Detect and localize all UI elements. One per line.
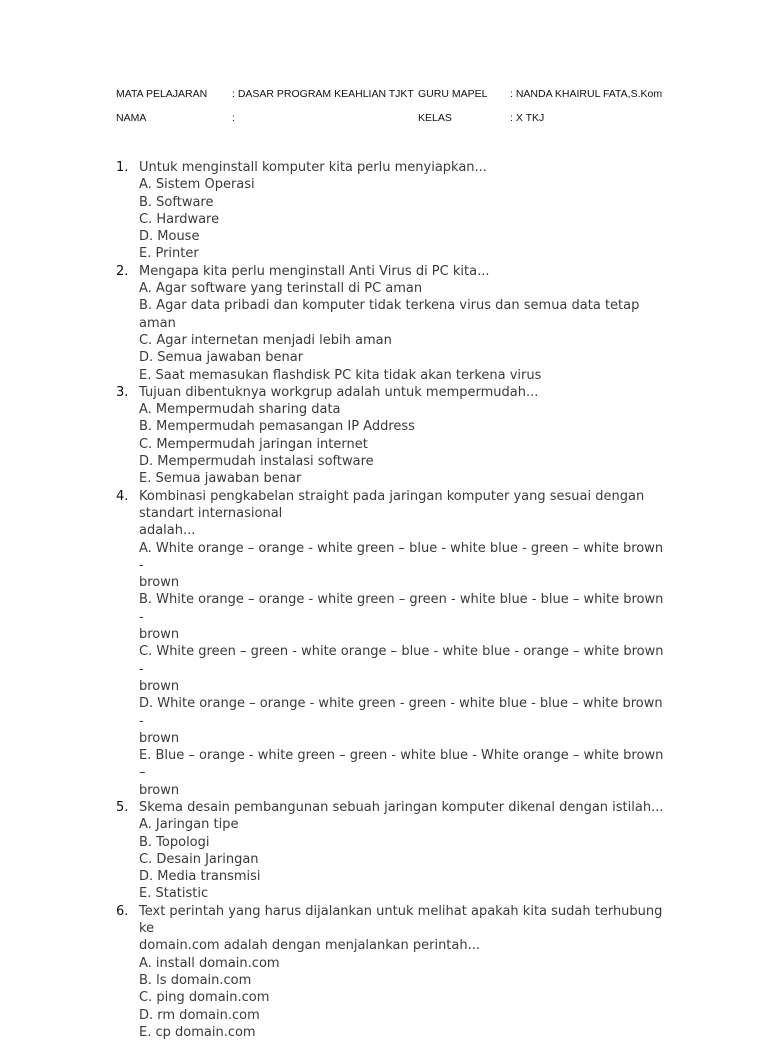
subject-value: : DASAR PROGRAM KEAHLIAN TJKT [232, 88, 414, 100]
question-text: Kombinasi pengkabelan straight pada jaringan komputer yang sesuai dengan [139, 488, 645, 504]
question-item [116, 384, 666, 488]
answer-option: D. White orange – orange - white green - green - white blue - blue – white brown - [139, 696, 663, 729]
worksheet-header [116, 88, 676, 136]
header-row-name [116, 112, 676, 136]
name-value: : [232, 112, 235, 124]
answer-option: B. ls domain.com [139, 972, 252, 988]
answer-option: E. Saat memasukan flashdisk PC kita tidak akan terkena virus [139, 367, 542, 383]
answer-option: B. White orange – orange - white green – green - white blue - blue – white brown - [139, 592, 664, 625]
question-text: standart internasional [139, 505, 283, 521]
answer-option: brown [139, 678, 180, 694]
answer-option: D. Mouse [139, 229, 200, 245]
question-text: domain.com adalah dengan menjalankan perintah... [139, 938, 481, 954]
answer-option: C. ping domain.com [139, 990, 270, 1006]
answer-option: C. Desain Jaringan [139, 851, 259, 867]
answer-option: brown [139, 575, 180, 591]
answer-option: D. Mempermudah instalasi software [139, 454, 374, 470]
answer-option: C. Agar internetan menjadi lebih aman [139, 332, 392, 348]
question-number: 2. [116, 263, 129, 279]
answer-option: brown [139, 627, 180, 643]
answer-option: D. rm domain.com [139, 1007, 260, 1023]
question-number: 6. [116, 903, 129, 919]
answer-option: E. cp domain.com [139, 1024, 256, 1040]
answer-option: A. install domain.com [139, 955, 280, 971]
answer-option: C. Hardware [139, 211, 220, 227]
answer-option: E. Semua jawaban benar [139, 471, 302, 487]
subject-label: MATA PELAJARAN [116, 88, 208, 100]
answer-option: B. Software [139, 194, 214, 210]
answer-option: brown [139, 730, 180, 746]
answer-option: E. Statistic [139, 886, 209, 902]
answer-option: B. Topologi [139, 834, 210, 850]
answer-option: brown [139, 782, 180, 798]
answer-option: A. White orange – orange - white green – blue - white blue - green – white brown - [139, 540, 664, 573]
question-text: Skema desain pembangunan sebuah jaringan komputer dikenal dengan istilah... [139, 799, 664, 815]
question-item [116, 799, 666, 903]
answer-option: A. Mempermudah sharing data [139, 402, 341, 418]
question-text: adalah... [139, 523, 196, 539]
question-text: Mengapa kita perlu menginstall Anti Virus di PC kita... [139, 263, 490, 279]
answer-option: D. Media transmisi [139, 869, 261, 885]
question-item [116, 263, 666, 384]
name-label: NAMA [116, 112, 147, 124]
answer-option: A. Sistem Operasi [139, 177, 255, 193]
question-number: 3. [116, 384, 129, 400]
question-list [116, 159, 666, 1041]
class-label: KELAS [418, 112, 452, 124]
answer-option: A. Jaringan tipe [139, 817, 239, 833]
question-item [116, 159, 666, 263]
question-number: 1. [116, 160, 129, 175]
answer-option: D. Semua jawaban benar [139, 350, 304, 366]
answer-option: E. Blue – orange - white green – green - white blue - White orange – white brown – [139, 748, 664, 781]
answer-option: B. Agar data pribadi dan komputer tidak terkena virus dan semua data tetap aman [139, 298, 640, 331]
question-number: 4. [116, 488, 129, 504]
question-number: 5. [116, 799, 129, 815]
question-item [116, 903, 666, 1041]
answer-option: C. White green – green - white orange – blue - white blue - orange – white brown - [139, 644, 664, 677]
question-text: Text perintah yang harus dijalankan untuk melihat apakah kita sudah terhubung ke [139, 903, 663, 937]
question-text: Untuk menginstall komputer kita perlu menyiapkan... [139, 160, 487, 175]
header-row-subject [116, 88, 676, 112]
answer-option: B. Mempermudah pemasangan IP Address [139, 419, 415, 435]
question-item [116, 488, 666, 799]
answer-option: C. Mempermudah jaringan internet [139, 436, 368, 452]
teacher-value: : NANDA KHAIRUL FATA,S.Kom [510, 88, 663, 100]
question-text: Tujuan dibentuknya workgrup adalah untuk mempermudah... [139, 384, 539, 400]
teacher-label: GURU MAPEL [418, 88, 488, 100]
answer-option: A. Agar software yang terinstall di PC aman [139, 281, 423, 297]
class-value: : X TKJ [510, 112, 545, 124]
answer-option: E. Printer [139, 246, 199, 262]
